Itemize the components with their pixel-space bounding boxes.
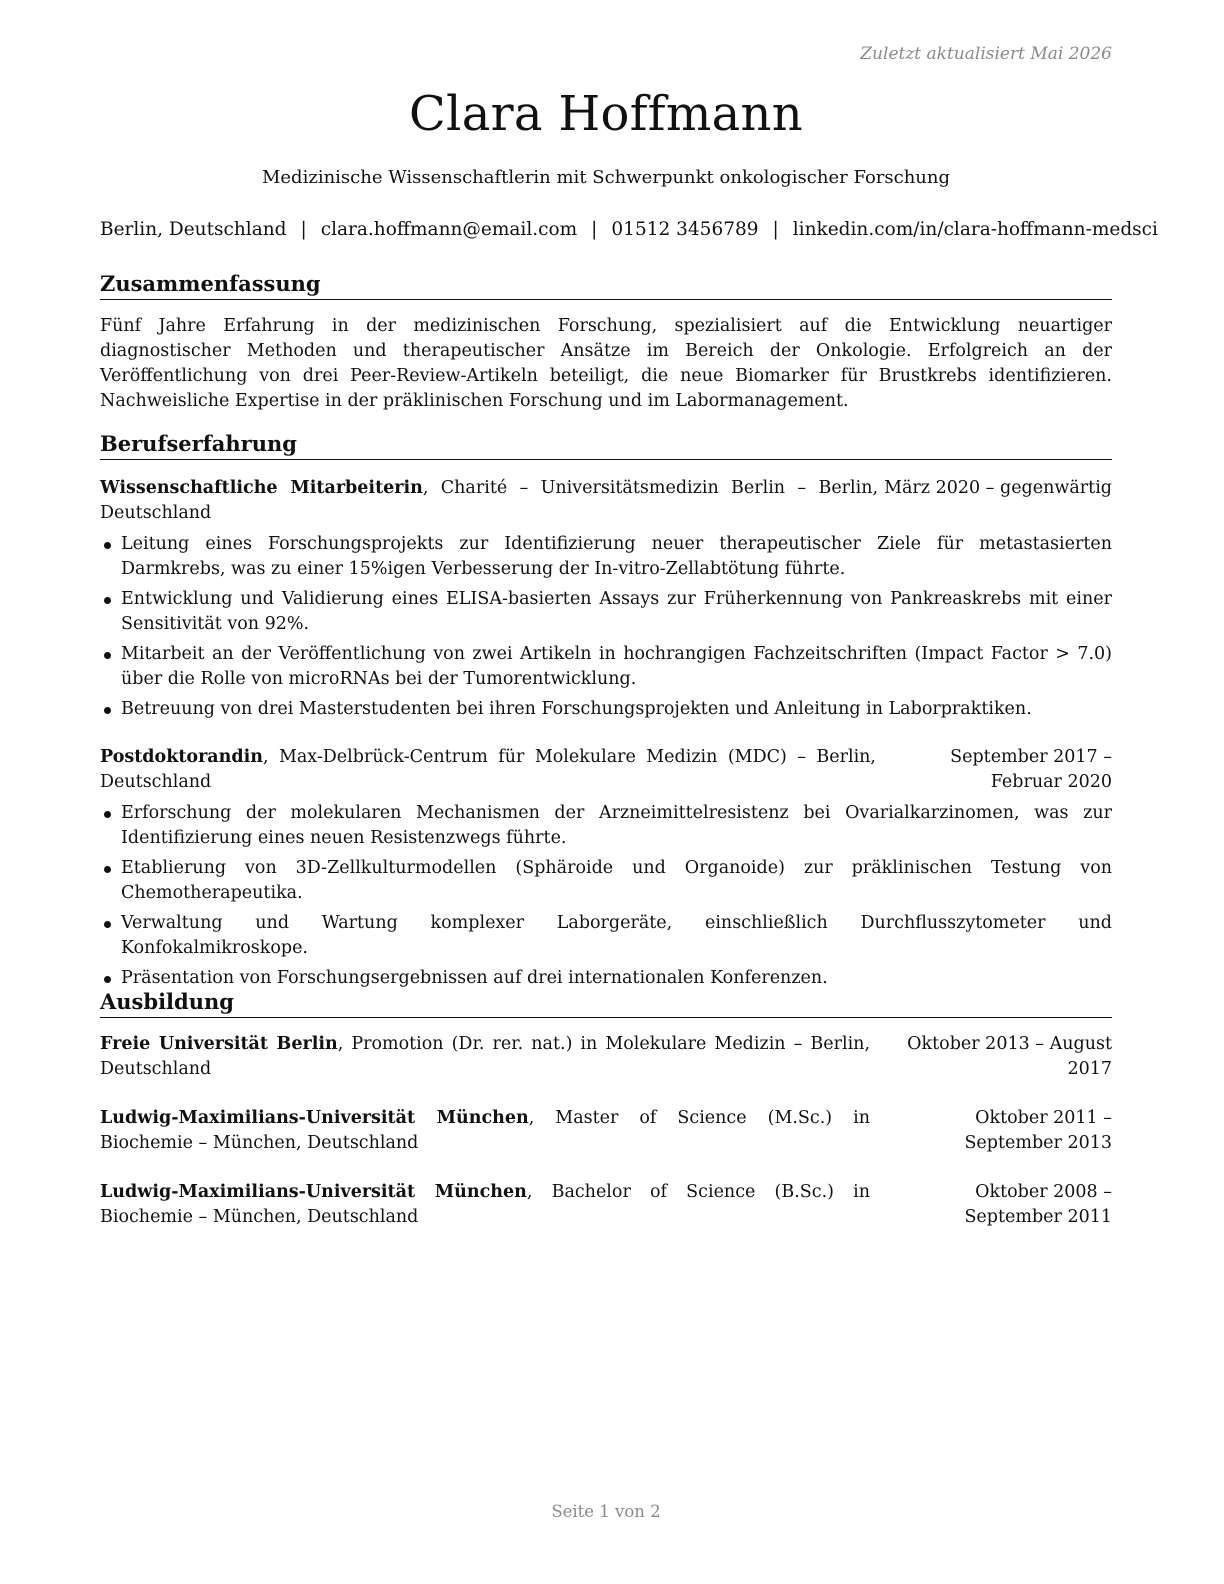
job-header xyxy=(100,476,1112,526)
education-dates: Oktober 2011 – September 2013 xyxy=(964,1108,1112,1153)
resume-page xyxy=(100,0,1158,1584)
job-dates: März 2020 – gegenwärtig xyxy=(884,478,1112,498)
job-entry xyxy=(100,745,1112,991)
section-title-education: Ausbildung xyxy=(100,988,1112,1018)
education-dates: Oktober 2008 – September 2011 xyxy=(964,1182,1112,1227)
job-bullets xyxy=(100,532,1112,722)
education-school: Ludwig-Maximilians-Universität München xyxy=(100,1182,527,1202)
list-item: Etablierung von 3D-Zellkulturmodellen (Sphäroide und Organoide) zur präklinischen Testung von Chemotherapeutika. xyxy=(100,856,1112,906)
list-item: Erforschung der molekularen Mechanismen der Arzneimittelresistenz bei Ovarialkarzinomen, was zur Identifizierung eines neuen Resistenzwegs führte. xyxy=(100,801,1112,851)
job-dates: September 2017 – Februar 2020 xyxy=(950,747,1112,792)
candidate-tagline: Medizinische Wissenschaftlerin mit Schwerpunkt onkologischer Forschung xyxy=(261,167,951,188)
list-item: Entwicklung und Validierung eines ELISA-basierten Assays zur Früherkennung von Pankreaskrebs mit einer Sensitivität von 92%. xyxy=(100,587,1112,637)
education-school: Ludwig-Maximilians-Universität München xyxy=(100,1108,529,1128)
list-item: Mitarbeit an der Veröffentlichung von zwei Artikeln in hochrangigen Fachzeitschriften (Impact Factor > 7.0) über die Rolle von microRNAs bei der Tumorentwicklung. xyxy=(100,642,1112,692)
education-details: , Bachelor of Science (B.Sc.) in Biochemie – München, Deutschland xyxy=(100,1182,871,1227)
education-dates: Oktober 2013 – August 2017 xyxy=(907,1034,1112,1079)
experience-section xyxy=(100,430,1112,996)
bullet-icon xyxy=(104,921,111,928)
job-details: , Max-Delbrück-Centrum für Molekulare Medizin (MDC) – Berlin, Deutschland xyxy=(100,747,876,792)
contact-phone[interactable]: 01512 3456789 xyxy=(611,219,759,240)
page-number: Seite 1 von 2 xyxy=(551,1502,661,1521)
education-details: , Master of Science (M.Sc.) in Biochemie – München, Deutschland xyxy=(100,1108,870,1153)
contact-location: Berlin, Deutschland xyxy=(100,219,287,240)
contact-line xyxy=(100,219,1158,240)
list-item: Präsentation von Forschungsergebnissen auf drei internationalen Konferenzen. xyxy=(100,966,1112,991)
job-role: Postdoktorandin xyxy=(100,747,263,767)
bullet-icon xyxy=(104,976,111,983)
education-section xyxy=(100,988,1112,1230)
job-bullets xyxy=(100,801,1112,991)
education-entry xyxy=(100,1180,1112,1230)
job-header xyxy=(100,745,1112,795)
section-title-summary: Zusammenfassung xyxy=(100,270,1112,300)
summary-section xyxy=(100,270,1112,414)
bullet-icon xyxy=(104,811,111,818)
list-item: Verwaltung und Wartung komplexer Laborgeräte, einschließlich Durchflusszytometer und Konfokalmikroskope. xyxy=(100,911,1112,961)
bullet-icon xyxy=(104,707,111,714)
job-details: , Charité – Universitätsmedizin Berlin – Berlin, Deutschland xyxy=(100,478,879,523)
section-title-experience: Berufserfahrung xyxy=(100,430,1112,460)
contact-separator: | xyxy=(300,219,307,240)
contact-email[interactable]: clara.hoffmann@email.com xyxy=(320,219,578,240)
education-entry xyxy=(100,1106,1112,1156)
last-updated-note: Zuletzt aktualisiert Mai 2026 xyxy=(860,44,1112,64)
bullet-icon xyxy=(104,652,111,659)
bullet-icon xyxy=(104,542,111,549)
education-school: Freie Universität Berlin xyxy=(100,1034,338,1054)
summary-text: Fünf Jahre Erfahrung in der medizinischen Forschung, spezialisiert auf die Entwicklung neuartiger diagnostischer Methoden und therapeutischer Ansätze im Bereich der Onkologie. Erfolgreich an der Veröffentlichung von drei Peer-Review-Artikeln beteiligt, die neue Biomarker für Brustkrebs identifizieren. Nachweisliche Expertise in der präklinischen Forschung und im Labormanagement. xyxy=(100,316,1112,411)
job-role: Wissenschaftliche Mitarbeiterin xyxy=(100,478,423,498)
education-details: , Promotion (Dr. rer. nat.) in Molekulare Medizin – Berlin, Deutschland xyxy=(100,1034,871,1079)
list-item: Betreuung von drei Masterstudenten bei ihren Forschungsprojekten und Anleitung in Laborpraktiken. xyxy=(100,697,1112,722)
list-item: Leitung eines Forschungsprojekts zur Identifizierung neuer therapeutischer Ziele für metastasierten Darmkrebs, was zu einer 15%igen Verbesserung der In-vitro-Zellabtötung führte. xyxy=(100,532,1112,582)
bullet-icon xyxy=(104,597,111,604)
job-entry xyxy=(100,476,1112,722)
contact-separator: | xyxy=(772,219,779,240)
contact-linkedin[interactable]: linkedin.com/in/clara-hoffmann-medsci xyxy=(792,219,1158,240)
candidate-name: Clara Hoffmann xyxy=(409,86,803,142)
contact-separator: | xyxy=(591,219,598,240)
bullet-icon xyxy=(104,866,111,873)
education-entry xyxy=(100,1032,1112,1082)
